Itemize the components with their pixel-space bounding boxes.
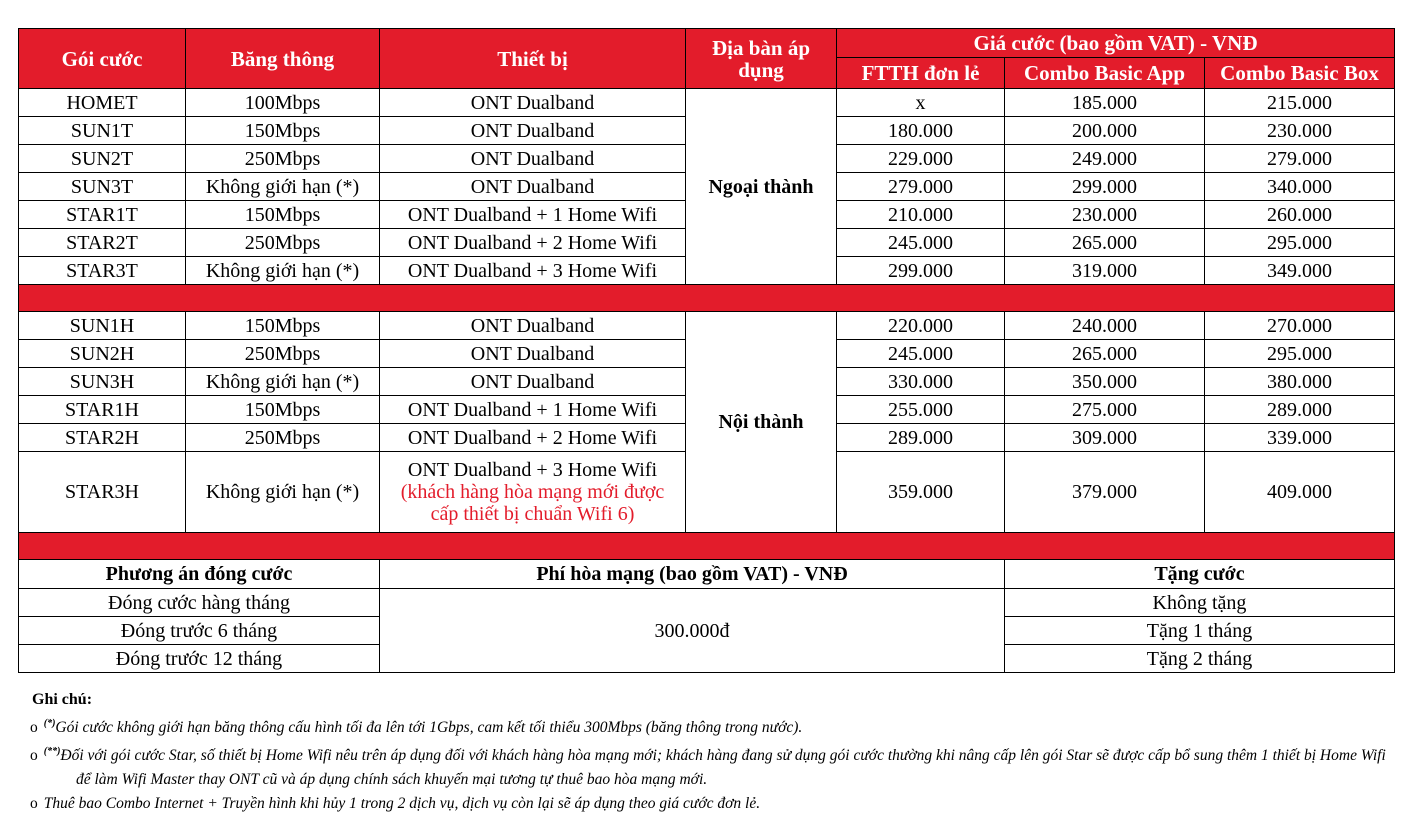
package-name: SUN1T — [19, 117, 186, 145]
note-1-mark: (*) — [43, 718, 56, 729]
header-ftth: FTTH đơn lẻ — [837, 58, 1005, 89]
connection-fee-header: Phí hòa mạng (bao gồm VAT) - VNĐ — [380, 560, 1005, 589]
payment-row — [19, 589, 1395, 617]
bandwidth-cell: Không giới hạn (*) — [186, 257, 380, 285]
note-3 — [18, 792, 1398, 816]
price-ftth: 359.000 — [837, 452, 1005, 533]
device-cell: ONT Dualband + 3 Home Wifi — [380, 257, 686, 285]
payment-plan-header: Phương án đóng cước — [19, 560, 380, 589]
price-ftth: 330.000 — [837, 368, 1005, 396]
price-combo-box: 295.000 — [1205, 340, 1395, 368]
price-ftth: 279.000 — [837, 173, 1005, 201]
pricing-body — [19, 29, 1395, 673]
package-name: SUN2T — [19, 145, 186, 173]
header-region-line2: dụng — [738, 57, 784, 82]
price-combo-app: 309.000 — [1005, 424, 1205, 452]
red-separator-cell — [19, 285, 1395, 312]
device-note-line: cấp thiết bị chuẩn Wifi 6) — [430, 503, 635, 525]
bonus-header: Tặng cước — [1005, 560, 1395, 589]
price-ftth: 289.000 — [837, 424, 1005, 452]
device-cell: ONT Dualband — [380, 117, 686, 145]
table-row — [19, 89, 1395, 117]
price-combo-app: 185.000 — [1005, 89, 1205, 117]
price-combo-app: 200.000 — [1005, 117, 1205, 145]
bandwidth-cell: Không giới hạn (*) — [186, 173, 380, 201]
bonus-value: Tặng 1 tháng — [1005, 617, 1395, 645]
package-name: STAR3T — [19, 257, 186, 285]
device-cell: ONT Dualband + 1 Home Wifi — [380, 201, 686, 229]
price-combo-box: 380.000 — [1205, 368, 1395, 396]
table-row — [19, 312, 1395, 340]
pricing-table — [18, 28, 1395, 673]
device-note-line: (khách hàng hòa mạng mới được — [400, 481, 665, 503]
bullet-icon: o — [30, 747, 38, 765]
device-cell: ONT Dualband + 2 Home Wifi — [380, 229, 686, 257]
price-ftth: 229.000 — [837, 145, 1005, 173]
package-name: STAR2H — [19, 424, 186, 452]
bandwidth-cell: 250Mbps — [186, 145, 380, 173]
price-combo-box: 409.000 — [1205, 452, 1395, 533]
price-combo-app: 265.000 — [1005, 229, 1205, 257]
device-cell: ONT Dualband + 1 Home Wifi — [380, 396, 686, 424]
red-separator — [19, 533, 1395, 560]
price-combo-app: 319.000 — [1005, 257, 1205, 285]
device-cell — [380, 452, 686, 533]
notes-section — [18, 688, 1398, 816]
note-3-text: Thuê bao Combo Internet + Truyền hình khi hủy 1 trong 2 dịch vụ, dịch vụ còn lại sẽ áp dụng theo giá cước đơn lẻ. — [43, 795, 761, 813]
package-name: SUN3H — [19, 368, 186, 396]
price-combo-app: 249.000 — [1005, 145, 1205, 173]
header-region-line1: Địa bàn áp — [711, 35, 811, 60]
price-ftth: 245.000 — [837, 229, 1005, 257]
bandwidth-cell: Không giới hạn (*) — [186, 368, 380, 396]
device-cell: ONT Dualband — [380, 312, 686, 340]
bullet-icon: o — [30, 719, 38, 737]
price-combo-box: 295.000 — [1205, 229, 1395, 257]
price-combo-app: 350.000 — [1005, 368, 1205, 396]
price-combo-app: 275.000 — [1005, 396, 1205, 424]
device-cell: ONT Dualband — [380, 173, 686, 201]
price-ftth: 299.000 — [837, 257, 1005, 285]
price-combo-app: 240.000 — [1005, 312, 1205, 340]
header-price-group: Giá cước (bao gồm VAT) - VNĐ — [837, 29, 1395, 58]
bandwidth-cell: 150Mbps — [186, 396, 380, 424]
region-cell: Ngoại thành — [686, 89, 837, 285]
payment-plan: Đóng cước hàng tháng — [19, 589, 380, 617]
device-cell: ONT Dualband — [380, 145, 686, 173]
price-ftth: x — [837, 89, 1005, 117]
header-region — [686, 29, 837, 89]
header-device: Thiết bị — [380, 29, 686, 89]
package-name: SUN1H — [19, 312, 186, 340]
header-row-1 — [19, 29, 1395, 58]
price-ftth: 180.000 — [837, 117, 1005, 145]
device-text: ONT Dualband + 3 Home Wifi — [407, 459, 658, 481]
bonus-value: Tặng 2 tháng — [1005, 645, 1395, 673]
red-separator-cell — [19, 533, 1395, 560]
package-name: STAR2T — [19, 229, 186, 257]
note-2-text: Đối với gói cước Star, số thiết bị Home Wifi nêu trên áp dụng đối với khách hàng hòa mạng mới; khách hàng đang sử dụng gói cước thường khi nâng cấp lên gói Star sẽ được cấp bổ sung thêm 1 thiết bị Home Wifi để làm Wifi Master thay ONT cũ và áp dụng chính sách khuyến mại tương tự thuê bao hòa mạng mới. — [60, 747, 1386, 789]
package-name: SUN3T — [19, 173, 186, 201]
price-combo-box: 279.000 — [1205, 145, 1395, 173]
price-combo-box: 215.000 — [1205, 89, 1395, 117]
device-cell: ONT Dualband — [380, 340, 686, 368]
bandwidth-cell: 150Mbps — [186, 312, 380, 340]
connection-fee: 300.000đ — [380, 589, 1005, 673]
price-ftth: 245.000 — [837, 340, 1005, 368]
note-1 — [18, 712, 1398, 740]
price-combo-box: 270.000 — [1205, 312, 1395, 340]
price-combo-box: 349.000 — [1205, 257, 1395, 285]
note-1-text: Gói cước không giới hạn băng thông cấu hình tối đa lên tới 1Gbps, cam kết tối thiểu 300Mbps (băng thông trong nước). — [55, 719, 803, 737]
header-combo-app: Combo Basic App — [1005, 58, 1205, 89]
price-combo-box: 339.000 — [1205, 424, 1395, 452]
payment-plan: Đóng trước 12 tháng — [19, 645, 380, 673]
bandwidth-cell: 100Mbps — [186, 89, 380, 117]
device-cell: ONT Dualband + 2 Home Wifi — [380, 424, 686, 452]
bandwidth-cell: 150Mbps — [186, 117, 380, 145]
notes-title: Ghi chú: — [32, 691, 93, 708]
header-package: Gói cước — [19, 29, 186, 89]
price-combo-app: 299.000 — [1005, 173, 1205, 201]
payment-plan: Đóng trước 6 tháng — [19, 617, 380, 645]
price-combo-app: 230.000 — [1005, 201, 1205, 229]
bandwidth-cell: 250Mbps — [186, 340, 380, 368]
bandwidth-cell: 250Mbps — [186, 229, 380, 257]
price-ftth: 210.000 — [837, 201, 1005, 229]
note-2-mark: (**) — [43, 746, 61, 758]
red-separator — [19, 285, 1395, 312]
price-combo-box: 260.000 — [1205, 201, 1395, 229]
payment-header-row — [19, 560, 1395, 589]
price-combo-box: 230.000 — [1205, 117, 1395, 145]
price-combo-box: 289.000 — [1205, 396, 1395, 424]
package-name: STAR3H — [19, 452, 186, 533]
header-combo-box: Combo Basic Box — [1205, 58, 1395, 89]
price-ftth: 220.000 — [837, 312, 1005, 340]
device-cell: ONT Dualband — [380, 89, 686, 117]
note-2 — [18, 740, 1398, 792]
bandwidth-cell: Không giới hạn (*) — [186, 452, 380, 533]
bandwidth-cell: 250Mbps — [186, 424, 380, 452]
bullet-icon: o — [30, 795, 38, 813]
bonus-value: Không tặng — [1005, 589, 1395, 617]
header-bandwidth: Băng thông — [186, 29, 380, 89]
device-cell: ONT Dualband — [380, 368, 686, 396]
price-ftth: 255.000 — [837, 396, 1005, 424]
price-combo-box: 340.000 — [1205, 173, 1395, 201]
package-name: HOMET — [19, 89, 186, 117]
price-combo-app: 379.000 — [1005, 452, 1205, 533]
package-name: STAR1H — [19, 396, 186, 424]
bandwidth-cell: 150Mbps — [186, 201, 380, 229]
package-name: STAR1T — [19, 201, 186, 229]
package-name: SUN2H — [19, 340, 186, 368]
price-combo-app: 265.000 — [1005, 340, 1205, 368]
region-cell: Nội thành — [686, 312, 837, 533]
